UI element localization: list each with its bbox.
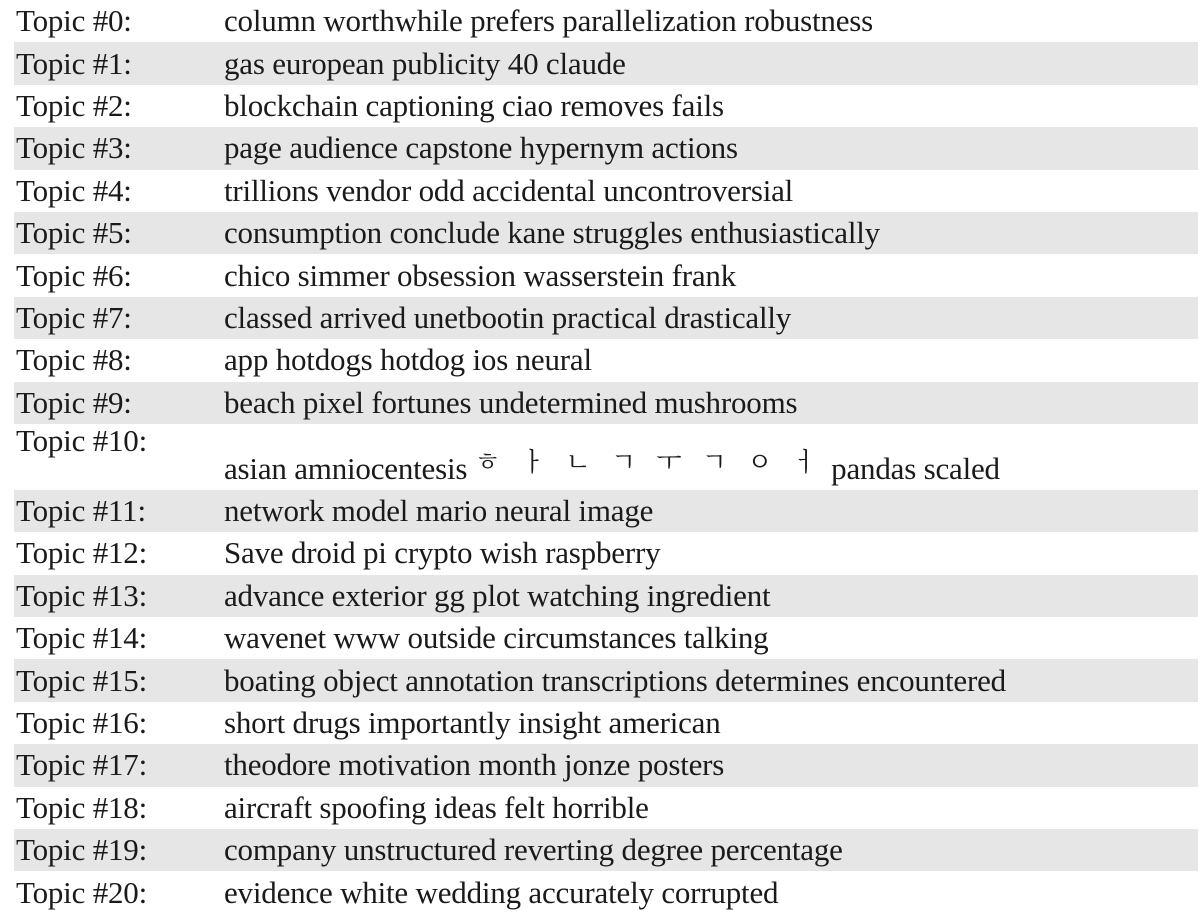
topic-label: Topic #7: (16, 299, 132, 335)
topic-words: wavenet www outside circumstances talking (224, 620, 769, 656)
topic-row-16 (14, 702, 1198, 744)
topic-label: Topic #18: (16, 789, 148, 825)
topic-row-20 (14, 871, 1198, 913)
topic-label: Topic #13: (16, 577, 148, 613)
topic-label: Topic #3: (16, 130, 132, 166)
topic-words: classed arrived unetbootin practical drastically (224, 299, 792, 335)
topic-words (224, 424, 1198, 490)
topic-row-6 (14, 254, 1198, 296)
topic-row-3 (14, 127, 1198, 169)
topic-row-8 (14, 339, 1198, 381)
topic-words: blockchain captioning ciao removes fails (224, 87, 724, 123)
topic-row-18 (14, 787, 1198, 829)
topic-words: app hotdogs hotdog ios neural (224, 342, 592, 378)
topic-label: Topic #10: (16, 422, 148, 458)
topic-row-12 (14, 532, 1198, 574)
hangul-jamo-sequence: ㅎ ㅏ ㄴ ㄱ ㅜ ㄱ ㅇ ㅓ (474, 447, 824, 478)
topic-row-7 (14, 297, 1198, 339)
topic-row-19 (14, 829, 1198, 871)
topic-label: Topic #4: (16, 172, 132, 208)
topic-label: Topic #0: (16, 3, 132, 39)
topic-label: Topic #16: (16, 705, 148, 741)
topic-words-before: asian amniocentesis (224, 450, 468, 486)
topic-words: theodore motivation month jonze posters (224, 747, 725, 783)
topic-row-9 (14, 382, 1198, 424)
topic-words: beach pixel fortunes undetermined mushrooms (224, 384, 798, 420)
topic-words-after: pandas scaled (831, 450, 1000, 486)
topic-words: Save droid pi crypto wish raspberry (224, 535, 661, 571)
topic-row-13 (14, 575, 1198, 617)
topic-label: Topic #1: (16, 45, 132, 81)
topic-label: Topic #20: (16, 874, 148, 910)
topic-label: Topic #14: (16, 620, 148, 656)
topic-label: Topic #15: (16, 662, 148, 698)
topic-words: advance exterior gg plot watching ingredient (224, 577, 771, 613)
topic-words: boating object annotation transcriptions determines encountered (224, 662, 1006, 698)
topic-words: aircraft spoofing ideas felt horrible (224, 789, 649, 825)
topic-row-17 (14, 744, 1198, 786)
topic-table (14, 0, 1198, 914)
topic-words: trillions vendor odd accidental uncontroversial (224, 172, 794, 208)
topic-row-11 (14, 490, 1198, 532)
topic-label: Topic #17: (16, 747, 148, 783)
topic-label: Topic #9: (16, 384, 132, 420)
topic-row-10 (14, 424, 1198, 490)
topic-words: chico simmer obsession wasserstein frank (224, 257, 736, 293)
topic-row-5 (14, 212, 1198, 254)
topic-row-0 (14, 0, 1198, 42)
topic-label: Topic #5: (16, 215, 132, 251)
topic-row-14 (14, 617, 1198, 659)
topic-label: Topic #12: (16, 535, 148, 571)
topic-words: company unstructured reverting degree percentage (224, 832, 843, 868)
topic-label: Topic #2: (16, 87, 132, 123)
topic-row-4 (14, 170, 1198, 212)
topic-row-2 (14, 85, 1198, 127)
topic-words: short drugs importantly insight american (224, 705, 721, 741)
topic-label: Topic #19: (16, 832, 148, 868)
topic-row-15 (14, 659, 1198, 701)
topic-label: Topic #11: (16, 493, 146, 529)
topic-words: gas european publicity 40 claude (224, 45, 626, 81)
topic-words: column worthwhile prefers parallelization robustness (224, 3, 874, 39)
topic-words: consumption conclude kane struggles enthusiastically (224, 215, 880, 251)
topic-words: page audience capstone hypernym actions (224, 130, 738, 166)
topic-label: Topic #6: (16, 257, 132, 293)
topic-words: evidence white wedding accurately corrupted (224, 874, 779, 910)
topic-row-1 (14, 42, 1198, 84)
topic-label: Topic #8: (16, 342, 132, 378)
topic-words: network model mario neural image (224, 493, 654, 529)
